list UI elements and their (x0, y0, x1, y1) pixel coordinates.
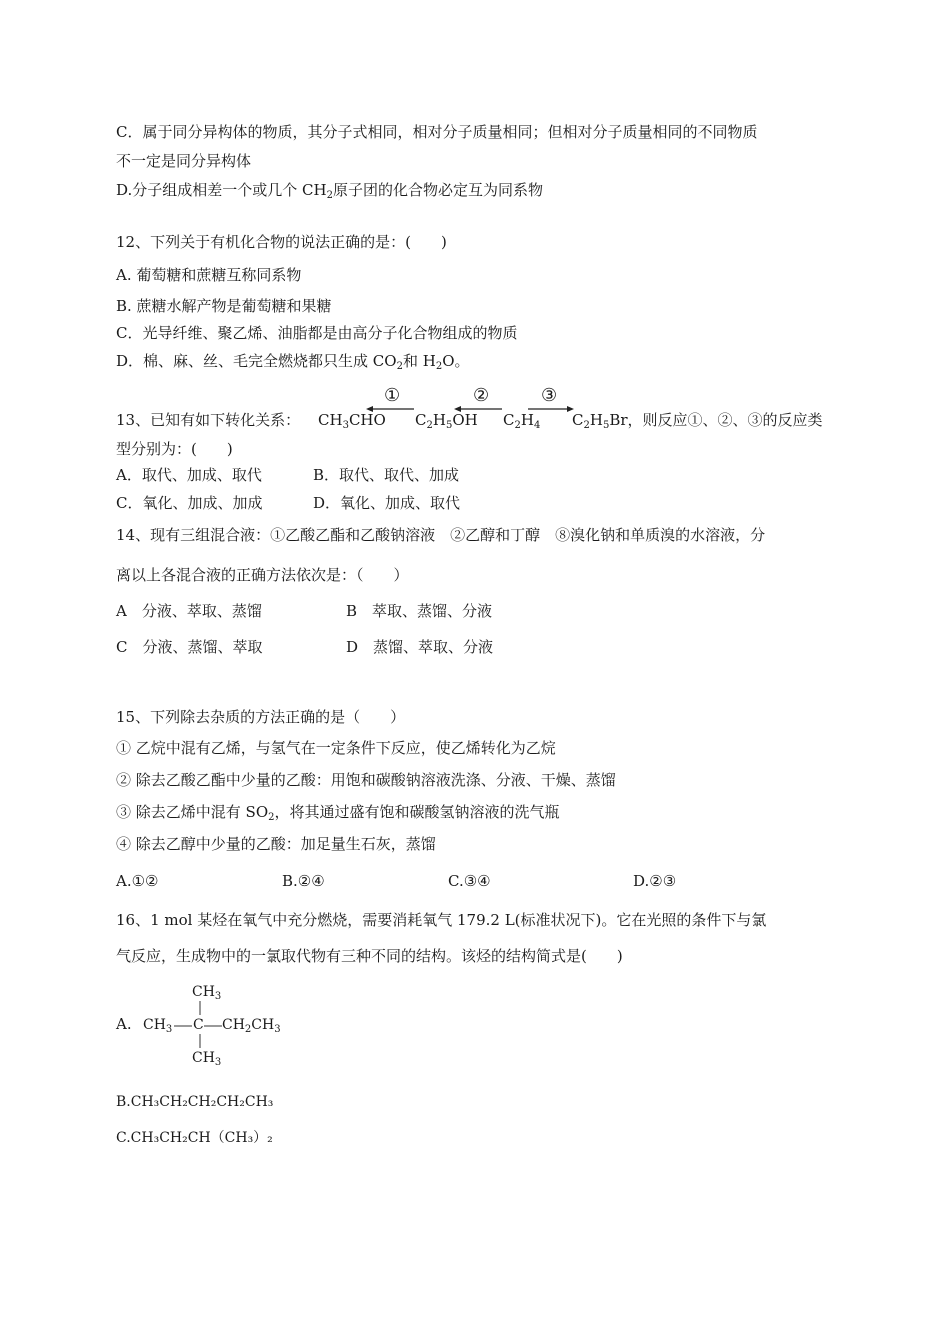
q16-a-right-bond (204, 1024, 222, 1028)
q16-stem-line1: 16、1 mol 某烃在氧气中充分燃烧，需要消耗氧气 179.2 L(标准状况下)。它在光照的条件下与氯 (116, 911, 767, 929)
q16-option-b: B.CH₃CH₂CH₂CH₂CH₃ (116, 1094, 274, 1110)
q12-option-c: C．光导纤维、聚乙烯、油脂都是由高分子化合物组成的物质 (116, 324, 518, 342)
q12-option-a: A. 葡萄糖和蔗糖互称同系物 (116, 266, 302, 284)
q13-arrow-2-left (454, 405, 502, 413)
q13-stem-prefix: 13、已知有如下转化关系： (116, 411, 301, 429)
q11-option-c-line2: 不一定是同分异构体 (116, 152, 252, 170)
q13-ch3cho: $CH_3CHO$ (318, 411, 386, 431)
q16-a-center-c: C (193, 1017, 204, 1033)
q13-reaction-mark-1: ① (384, 385, 401, 406)
q15-option-d: D.②③ (633, 872, 677, 890)
q12-stem: 12、下列关于有机化合物的说法正确的是：( ) (116, 233, 447, 251)
q15-item-3: ③ 除去乙烯中混有 $SO_2$，将其通过盛有饱和碳酸氢钠溶液的洗气瓶 (116, 803, 560, 823)
q11-option-d: D.分子组成相差一个或几个 $CH_2$原子团的化合物必定互为同系物 (116, 181, 543, 201)
q11-option-c-line1: C．属于同分异构体的物质，其分子式相同，相对分子质量相同；但相对分子质量相同的不同物质 (116, 123, 758, 141)
q15-option-c: C.③④ (448, 872, 491, 890)
q13-c2h5oh: $C_2H_5OH$ (415, 411, 478, 431)
q16-option-a-label: A. (116, 1015, 132, 1033)
q14-option-a: A 分液、萃取、蒸馏 (116, 602, 262, 620)
q13-arrow-3-right (528, 405, 574, 413)
q16-option-c: C.CH₃CH₂CH（CH₃）₂ (116, 1130, 273, 1146)
q12-option-b: B. 蔗糖水解产物是葡萄糖和果糖 (116, 297, 332, 315)
q13-reaction-mark-3: ③ (541, 385, 558, 406)
q13-option-a: A．取代、加成、取代 (116, 466, 262, 484)
q13-arrow-1-left (366, 405, 414, 413)
q13-c2h5br-and-stem: $C_2H_5Br$，则反应①、②、③的反应类 (572, 411, 823, 431)
q14-option-b: B 萃取、蒸馏、分液 (346, 602, 493, 620)
q15-option-a: A.①② (116, 872, 159, 890)
q15-item-4: ④ 除去乙醇中少量的乙酸：加足量生石灰，蒸馏 (116, 835, 436, 853)
q16-a-left-ch3: $CH_3$ (143, 1017, 173, 1035)
q16-a-top-bond (198, 1001, 202, 1015)
q15-item-1: ① 乙烷中混有乙烯，与氢气在一定条件下反应，使乙烯转化为乙烷 (116, 739, 556, 757)
q13-stem-line2: 型分别为：( ) (116, 440, 233, 458)
q12-option-d: D．棉、麻、丝、毛完全燃烧都只生成 $CO_2$和 $H_2O$。 (116, 352, 470, 372)
q14-option-d: D 蒸馏、萃取、分液 (346, 638, 494, 656)
q16-a-bottom-bond (198, 1034, 202, 1048)
q15-stem: 15、下列除去杂质的方法正确的是（ ） (116, 708, 406, 726)
q16-a-bottom-ch3: $CH_3$ (192, 1050, 222, 1068)
q14-stem-line1: 14、现有三组混合液：①乙酸乙酯和乙酸钠溶液 ②乙醇和丁醇 ⑧溴化钠和单质溴的水溶液，分 (116, 526, 766, 544)
q15-item-2: ② 除去乙酸乙酯中少量的乙酸：用饱和碳酸钠溶液洗涤、分液、干燥、蒸馏 (116, 771, 616, 789)
q13-option-b: B．取代、取代、加成 (313, 466, 460, 484)
q16-stem-line2: 气反应，生成物中的一氯取代物有三种不同的结构。该烃的结构简式是( ) (116, 947, 623, 965)
q16-a-top-ch3: $CH_3$ (192, 984, 222, 1002)
q15-option-b: B.②④ (282, 872, 325, 890)
q13-c2h4: $C_2H_4$ (503, 411, 541, 431)
q13-option-c: C．氧化、加成、加成 (116, 494, 263, 512)
q14-stem-line2: 离以上各混合液的正确方法依次是：（ ） (116, 566, 409, 584)
q16-a-right-chain: $CH_2CH_3$ (222, 1017, 281, 1035)
q13-reaction-mark-2: ② (473, 385, 490, 406)
q13-option-d: D．氧化、加成、取代 (313, 494, 461, 512)
q14-option-c: C 分液、蒸馏、萃取 (116, 638, 263, 656)
q16-a-left-bond (174, 1024, 192, 1028)
